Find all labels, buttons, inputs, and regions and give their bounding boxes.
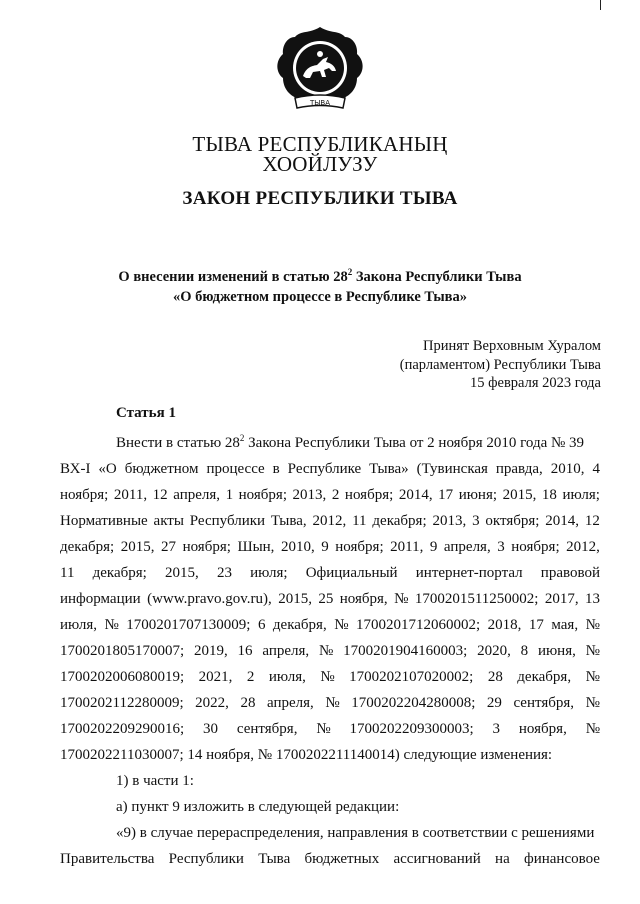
body-line: а) пункт 9 изложить в следующей редакции: — [116, 799, 400, 815]
body-line: информации (www.pravo.gov.ru), 2015, 25 ноября, № 1700201511250002; 2017, 13 — [60, 591, 600, 607]
body-line: 1700201805170007; 2019, 16 апреля, № 1700201904160003; 2020, 8 июня, № — [60, 643, 600, 659]
body-line: 1700202112280009; 2022, 28 апреля, № 1700202204280008; 29 сентября, № — [60, 695, 600, 711]
body-line: Нормативные акты Республики Тыва, 2012, 11 декабря; 2013, 3 октября; 2014, 12 — [60, 513, 600, 529]
adoption-line2: (парламентом) Республики Тыва — [399, 357, 601, 373]
body-line: 11 декабря; 2015, 23 июля; Официальный интернет-портал правовой — [60, 565, 600, 581]
body-line: ВХ-I «О бюджетном процессе в Республике Тыва» (Тувинская правда, 2010, 4 — [60, 461, 600, 477]
body-line: декабря; 2015, 27 ноября; Шын, 2010, 9 ноября; 2011, 9 апреля, 3 ноября; 2012, — [60, 539, 600, 555]
body-line: 1) в части 1: — [116, 773, 194, 789]
body-line: июля, № 1700201707130009; 6 декабря, № 1700201712060002; 2018, 17 мая, № — [60, 617, 600, 633]
law-subject-line1: О внесении изменений в статью $28^2$ Закона Республики Тыва — [118, 267, 522, 285]
parliament-name-line1: ТЫВА РЕСПУБЛИКАНЫҢ — [192, 132, 448, 156]
body-line: Правительства Республики Тыва бюджетных ассигнований на финансовое — [60, 851, 600, 867]
body-line: 1700202211030007; 14 ноября, № 1700202211140014) следующие изменения: — [60, 747, 553, 763]
body-line: ноября; 2011, 12 апреля, 1 ноября; 2013, 2 ноября; 2014, 17 июня; 2015, 18 июля; — [60, 487, 600, 503]
law-subject-line2: «О бюджетном процессе в Республике Тыва» — [172, 289, 468, 305]
law-title: ЗАКОН РЕСПУБЛИКИ ТЫВА — [182, 188, 458, 209]
body-line: Внести в статью $28^2$ Закона Республики Тыва от 2 ноября 2010 года № 39 — [116, 433, 585, 451]
scan-edge-mark — [600, 0, 601, 10]
adoption-line1: Принят Верховным Хуралом — [423, 338, 601, 354]
article-heading: Статья 1 — [116, 405, 176, 421]
body-line: 1700202006080019; 2021, 2 июля, № 1700202107020002; 28 декабря, № — [60, 669, 600, 685]
emblem-inscription: ТЫВА — [309, 99, 331, 107]
body-line: «9) в случае перераспределения, направления в соответствии с решениями — [116, 825, 595, 841]
body-line: 1700202209290016; 30 сентября, № 1700202209300003; 3 ноября, № — [60, 721, 600, 737]
parliament-name-line2: ХООЙЛУЗУ — [262, 152, 378, 176]
tuva-coat-of-arms-icon — [273, 24, 367, 116]
adoption-date: 15 февраля 2023 года — [469, 375, 601, 391]
